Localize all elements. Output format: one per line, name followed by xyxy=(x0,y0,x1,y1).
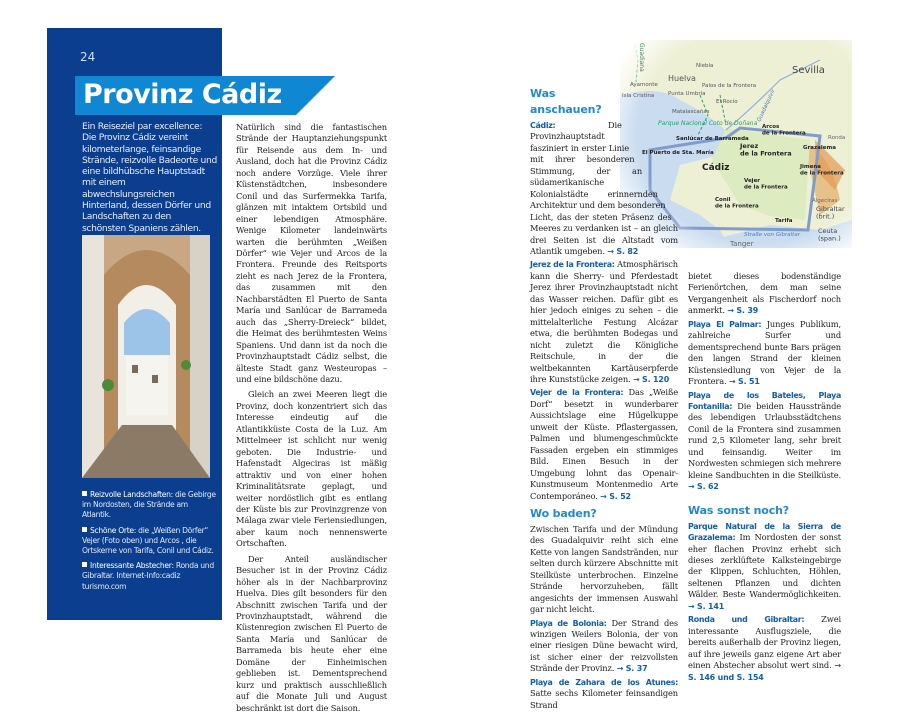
map-label: Parque Nacional Coto de Doñana xyxy=(658,120,758,127)
map-label: Sevilla xyxy=(792,65,825,76)
section-intro: Zwischen Tarifa und der Mündung des Guadalquivir reiht sich eine Kette von langen Sandstränden, nur selten durch kürzere Abschnitte mit Steilküste unterbrochen. Einzelne Strände hervorzuheben, fällt angesichts der immensen Auswahl gar nicht leicht. xyxy=(530,523,678,615)
map-label: Arcos de la Frontera xyxy=(762,124,806,137)
page-ref-link[interactable]: → S. 120 xyxy=(633,374,670,384)
map-label: Ronda xyxy=(828,135,846,141)
page-ref-link[interactable]: → S. 52 xyxy=(600,491,631,501)
page-ref-link[interactable]: → S. 37 xyxy=(616,664,648,674)
beach-item: Playa de los Bateles, Playa Fontanilla: Die beiden Hausstrände des lebendigen Urlaubsstädtchens Conil de la Frontera sind zusammen rund 2,5 Kilometer lang, sehr breit und feinsandig. Weiter im Nordwesten schmiegen sich mehrere kleine Sandbuchten in die Steilküste. → S. 62 xyxy=(688,390,841,492)
map-label: Gibraltar (brit.) xyxy=(816,205,847,221)
body-paragraph: Natürlich sind die fantastischen Strände der Hauptanziehungspunkt für Reisende aus dem In- und Ausland, doch hat die Provinz Cádiz noch andere Vorzüge. Viele ihrer Küstenstädtchen, insbesondere Conil und das Surfermekka Tarifa, glänzen mit intaktem Ortsbild und einer lebendigen Atmosphäre. Wenige Kilometer landeinwärts warten die berühmten „Weißen Dörfer“ wie Vejer und Arcos de la Frontera. Freunde des Reitsports zieht es nach Jerez de la Frontera, das zusammen mit den Nachbarstädten El Puerto de Santa María und Sanlúcar de Barrameda auch das „Sherry-Dreieck“ bildet, die Heimat des berühmtesten Weins Spaniens. Und dann ist da noch die Provinzhauptstadt Cádiz selbst, die älteste Stadt ganz Westeuropas – und eine bildschöne dazu. xyxy=(236,122,387,384)
map-label: Algeciras xyxy=(812,198,838,204)
fact-item: Interessante Abstecher: Ronda und Gibraltar. Internet-Info:cadiz turismo.com xyxy=(82,561,214,591)
body-column-3 xyxy=(688,271,841,685)
section-heading: Was anschauen? xyxy=(530,87,602,116)
page-ref-link[interactable]: → S. 62 xyxy=(688,482,719,492)
map-label: Matalascañas xyxy=(672,109,710,115)
section-heading: Wo baden? xyxy=(530,506,597,520)
map-label: Huelva xyxy=(668,74,696,83)
fact-item: Schöne Orte: die „Weißen Dörfer“ Vejer (Foto oben) und Arcos , die Ortskerne von Tarifa, Conil und Cádiz. xyxy=(82,525,214,556)
page-title: Provinz Cádiz xyxy=(83,79,282,110)
sight-item: Jerez de la Frontera: Atmosphärisch kann die Sherry- und Pferdestadt Jerez ihrer Provinzhauptstadt nicht das Wasser reichen. Dafür gibt es hier jedoch einiges zu sehen – die mittelalterliche Festung Alcázar etwa, die berühmten Bodegas und nicht zuletzt die Königliche Reitschule, in der die weltbekannten Kartäuserpferde ihre Kunststücke zeigen. → S. 120 xyxy=(530,259,679,384)
map-label: Straße von Gibraltar xyxy=(744,232,800,238)
sight-item: Cádiz: Die Provinzhauptstadt fasziniert in erster Linie mit ihrer besonderen Stimmung, der an südamerikanische Kolonialstädte erinnernden Architektur und dem besonderen Licht, das der steten Präsenz des Meeres zu verdanken ist – an gleich drei Seiten ist die Altstadt vom Atlantik umgeben. → S. 82 xyxy=(530,120,678,256)
map-label: Punta Umbría xyxy=(668,91,706,97)
map-label: Isla Cristina xyxy=(622,93,655,99)
map-label: Vejer de la Frontera xyxy=(744,178,788,191)
section-heading: Was sonst noch? xyxy=(688,503,789,517)
map-label: Jerez de la Frontera xyxy=(740,142,792,158)
page-number: 24 xyxy=(80,50,96,64)
beach-item: Playa de Zahara de los Atunes: Satte sechs Kilometer feinsandigen Strand xyxy=(530,677,678,710)
other-item: Parque Natural de la Sierra de Grazalema: Im Nordosten der sonst eher flachen Provinz erhebt sich dieses zerklüftete Kalksteingebirge der Klippen, Schluchten, Höhlen, seltenen Pflanzen und dichten Wälder. Beste Wandermöglichkeiten. → S. 141 xyxy=(688,521,841,611)
map-label: Tanger xyxy=(730,240,754,248)
other-item: Ronda und Gibraltar: Zwei interessante Ausflugsziele, die bereits außerhalb der Provinz liegen, auf ihre jeweils ganz eigene Art aber einen Abstecher absolut wert sind. → S. 146 und S. 154 xyxy=(688,614,841,682)
bullet-square-icon xyxy=(82,562,87,567)
page-ref-link[interactable]: → S. 51 xyxy=(729,377,760,387)
intro-text: Ein Reiseziel par excellence: Die Provinz Cádiz vereint kilometerlange, feinsandige Strände, reizvolle Badeorte und eine bildhübsche Hauptstadt mit einem abwechslungsreichen Hinterland, dessen Dörfer und Landschaften zu den schönsten Spaniens zählen. xyxy=(82,121,217,234)
body-column-1 xyxy=(236,122,387,716)
map-label: Sanlúcar de Barrameda xyxy=(676,136,749,142)
map-label: Cádiz xyxy=(702,163,730,173)
sight-item: Vejer de la Frontera: Das „Weiße Dorf“ besetzt in wunderbarer Aussichtslage eine Hügelkuppe unweit der Küste. Pflastergassen, Palmen und blumengeschmückte Fassaden ergeben ein stimmiges Bild. Einen Besuch in der Umgebung lohnt das Openair-Kunstmuseum Montenmedio Arte Contemporáneo. → S. 52 xyxy=(530,387,678,501)
page-ref-link[interactable]: → S. 141 xyxy=(688,601,725,611)
map-label: Conil de la Frontera xyxy=(715,197,759,210)
bullet-square-icon xyxy=(82,491,87,496)
body-paragraph: Der Anteil ausländischer Besucher ist in der Provinz Cádiz höher als in der Nachbarprovinz Huelva. Dies gilt besonders für den Abschnitt zwischen Tarifa und der Provinzhauptstadt, während die Küstenregion zwischen El Puerto de Santa María und Sanlúcar de Barrameda bis heute eher eine Domäne der Einheimischen geblieben ist. Dementsprechend kurz und praktisch ausschließlich auf die Monate Juli und August beschränkt ist dort die Saison. xyxy=(236,553,387,713)
map-label: Tarifa xyxy=(775,218,793,224)
beach-item: Playa El Palmar: Junges Publikum, zahlreiche Surfer und dementsprechend bunte Bars prägen den langen Strand der kleinen Küstensiedlung von Vejer de la Frontera. → S. 51 xyxy=(688,318,841,387)
page-ref-link[interactable]: → S. 82 xyxy=(607,246,639,256)
bullet-square-icon xyxy=(82,527,87,532)
vejer-street-photo xyxy=(82,235,210,478)
page-ref-link[interactable]: → S. 39 xyxy=(727,306,759,316)
map-label: Grazalema xyxy=(803,145,836,151)
beach-item-continued: bietet dieses bodenständige Ferienörtchen, dem man seine Vergangenheit als Fischerdorf noch anmerkt. → S. 39 xyxy=(688,271,841,316)
map-river-label: Guadalquivir xyxy=(756,88,777,123)
body-column-2 xyxy=(530,82,678,711)
page-ref-link[interactable]: → S. 146 und S. 154 xyxy=(688,661,841,682)
body-paragraph: Gleich an zwei Meeren liegt die Provinz, doch konzentriert sich das Interesse eindeutig auf die Atlantikküste Costa de la Luz. Am Mittelmeer ist schlicht nur wenig geboten. Die Industrie- und Hafenstadt Algeciras ist mäßig attraktiv und von einer hohen Kriminalitätsrate geplagt, und weiter nordöstlich gibt es entlang der Küste bis zur Provinzgrenze von Málaga zwar viele Feriensiedlungen, aber kaum noch nennenswerte Ortschaften. xyxy=(236,389,387,549)
map-river-label: Guadiana xyxy=(638,43,645,72)
map-label: El Rocío xyxy=(716,99,738,105)
fact-item: Reizvolle Landschaften: die Gebirge im Nordosten, die Strände am Atlantik. xyxy=(82,490,216,520)
map-label: Jimena de la Frontera xyxy=(800,164,844,177)
map-label: Ceuta (span.) xyxy=(818,227,841,243)
facts-list xyxy=(82,490,218,597)
map-label: Palos de la Frontera xyxy=(702,83,757,89)
map-label: Niebla xyxy=(696,63,714,69)
map-label: Ayamonte xyxy=(630,82,658,88)
beach-item: Playa de Bolonia: Der Strand des winzigen Weilers Bolonia, der von einer riesigen Düne bewacht wird, ist sicher einer der reizvollsten Strände der Provinz. → S. 37 xyxy=(530,617,678,674)
map-label: El Puerto de Sta. María xyxy=(642,150,714,156)
